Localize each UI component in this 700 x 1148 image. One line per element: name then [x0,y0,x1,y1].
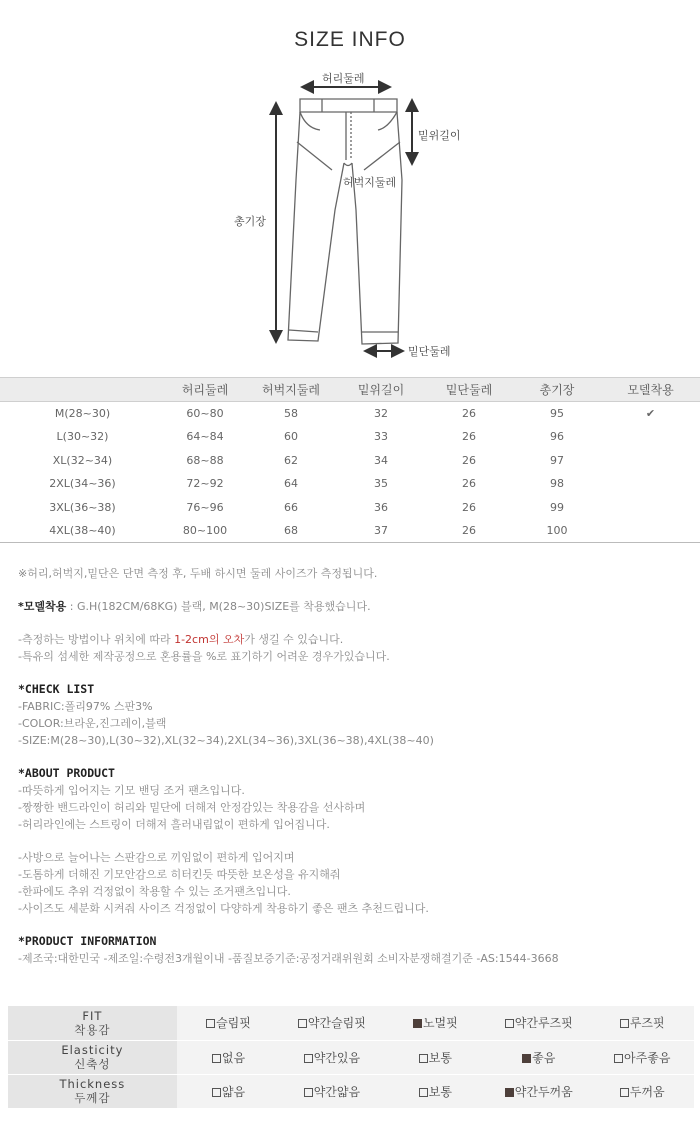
hem-cell: 26 [425,519,513,543]
error-note-prefix: -측정하는 방법이나 위치에 따라 [18,633,175,646]
fit-option [384,1074,487,1108]
header-cell: 총기장 [513,378,601,402]
fit-row-label [8,1006,177,1040]
list-item: -허리라인에는 스트링이 더해져 흘러내림없이 편하게 입어집니다. [18,818,330,831]
unchecked-box-icon [620,1019,629,1028]
header-cell: 밑위길이 [337,378,425,402]
hem-cell: 26 [462,453,476,467]
fit-label-en: Elasticity [61,1043,124,1057]
page-title: SIZE INFO [294,28,406,51]
waist-cell: 80~100 [165,519,245,543]
fit-option [590,1040,694,1074]
header-cell: 밑단둘레 [425,378,513,402]
waist-cell: 60~80 [186,407,224,420]
rise-cell: 32 [374,407,388,420]
thigh-cell: 66 [284,500,298,514]
unchecked-box-icon [614,1054,623,1063]
fit-option [487,1074,590,1108]
fit-option-label: 얇음 [221,1084,246,1099]
model-cell [601,496,700,520]
length-cell: 98 [550,477,564,491]
waist-cell: 64~84 [186,430,224,444]
unchecked-box-icon [298,1019,307,1028]
hem-cell: 26 [462,477,476,491]
unchecked-box-icon [206,1019,215,1028]
fit-option-label: 보통 [428,1050,452,1065]
list-item: -사이즈도 세분화 시켜줘 사이즈 걱정없이 다양하게 착용하기 좋은 팬츠 추천드립니다. [18,902,429,915]
model-cell [601,449,700,473]
fit-option-label: 아주좋음 [624,1050,671,1065]
error-note [18,631,688,648]
fit-option-label: 좋음 [532,1050,556,1065]
product-information-line: -제조국:대한민국 -제조일:수령전3개월이내 -품질보증기준:공정거래위원회 소비자분쟁해결기준 -AS:1544-3668 [18,952,559,965]
fit-option-label: 노멀핏 [422,1016,458,1031]
size-cell: 4XL(38~40) [0,519,165,543]
fit-option-label: 약간두꺼움 [514,1084,573,1099]
rise-label: 밑위길이 [418,129,461,142]
fit-label-ko: 두께감 [74,1091,111,1105]
fit-row [8,1040,694,1074]
unchecked-box-icon [505,1019,514,1028]
unchecked-box-icon [304,1088,313,1097]
fit-label-en: Thickness [59,1077,126,1091]
thigh-cell: 60 [284,430,298,444]
fit-option [384,1006,487,1040]
hem-label: 밑단둘레 [408,345,451,358]
header-cell: 모델착용 [601,378,700,402]
fit-option [177,1074,280,1108]
length-cell: 99 [550,500,564,514]
unchecked-box-icon [212,1054,221,1063]
list-item: -도톰하게 더해진 기모안감으로 히터킨듯 따뜻한 보온성을 유지해줘 [18,868,341,881]
checked-box-icon [522,1054,531,1063]
waist-cell: 72~92 [186,477,224,491]
rise-cell: 37 [337,519,425,543]
thigh-cell: 68 [245,519,337,543]
fit-option-label: 약간얇음 [313,1084,361,1099]
waist-cell: 68~88 [186,453,224,467]
about-product-heading: *ABOUT PRODUCT [18,766,115,780]
unchecked-box-icon [304,1054,313,1063]
fit-option [487,1006,590,1040]
hem-cell: 26 [462,500,476,514]
fit-option [590,1074,694,1108]
fit-option [177,1006,280,1040]
product-notes [18,565,688,967]
length-label: 총기장 [234,215,266,228]
table-row [0,402,700,426]
length-cell: 97 [550,453,564,467]
size-table [0,377,700,543]
fit-row [8,1006,694,1040]
fit-option-label: 슬림핏 [216,1016,251,1031]
fit-option-label: 약간루즈핏 [514,1016,573,1031]
rise-cell: 35 [374,477,388,491]
list-item: -따뜻하게 입어지는 기모 밴딩 조거 팬츠입니다. [18,784,245,797]
checked-box-icon [505,1088,514,1097]
size-cell: M(28~30) [54,407,111,420]
fit-option-label: 약간있음 [313,1050,361,1065]
header-cell: 허벅지둘레 [245,378,337,402]
error-note-suffix: 가 생길 수 있습니다. [244,633,344,646]
error-note-highlight: 1-2cm의 오차 [174,633,245,646]
list-item: -한파에도 추위 걱정없이 착용할 수 있는 조거팬츠입니다. [18,885,291,898]
model-cell [601,472,700,496]
list-item: -SIZE:M(28~30),L(30~32),XL(32~34),2XL(34~36),3XL(36~38),4XL(38~40) [18,734,434,747]
model-cell [601,519,700,543]
fit-option-label: 보통 [428,1084,452,1099]
waist-label: 허리둘레 [322,72,365,85]
product-information-heading: *PRODUCT INFORMATION [18,934,157,948]
model-cell [601,425,700,449]
length-cell: 95 [550,407,564,420]
model-note-text: : G.H(182CM/68KG) 블랙, M(28~30)SIZE를 착용했습니다. [66,600,371,613]
hem-cell: 26 [462,430,476,444]
unchecked-box-icon [419,1088,428,1097]
size-cell: 3XL(36~38) [49,500,116,514]
check-list-heading: *CHECK LIST [18,682,95,696]
fit-option [280,1074,383,1108]
size-cell: XL(32~34) [52,453,113,467]
hem-cell: 26 [462,407,476,420]
rise-cell: 33 [374,430,388,444]
size-cell: L(30~32) [56,430,109,444]
unchecked-box-icon [419,1054,428,1063]
fit-option-label: 없음 [221,1050,246,1065]
table-row [0,496,700,520]
table-row [0,519,700,543]
header-cell: 허리둘레 [165,378,245,402]
fit-table [8,1006,694,1109]
model-check-icon: ✔ [645,407,656,420]
header-cell [0,378,165,402]
list-item: -짱짱한 밴드라인이 허리와 밑단에 더해져 안정감있는 착용감을 선사하며 [18,801,366,814]
unchecked-box-icon [620,1088,629,1097]
fit-row-label [8,1074,177,1108]
measure-note: ※허리,허벅지,밑단은 단면 측정 후, 두배 하시면 둘레 사이즈가 측정됩니다. [18,567,378,580]
model-note [18,598,688,615]
list-item: -FABRIC:폴리97% 스판3% [18,700,153,713]
fit-option [384,1040,487,1074]
table-row [0,449,700,473]
pants-illustration [0,60,700,370]
fit-option-label: 루즈핏 [629,1016,665,1031]
thigh-cell: 58 [284,407,298,420]
length-cell: 100 [513,519,601,543]
fit-option [177,1040,280,1074]
checked-box-icon [413,1019,422,1028]
rise-cell: 34 [374,453,388,467]
unchecked-box-icon [212,1088,221,1097]
fit-option [590,1006,694,1040]
fit-option [280,1040,383,1074]
error-note-2: -특유의 섬세한 제작공정으로 혼용률을 %로 표기하기 어려운 경우가있습니다. [18,650,390,663]
thigh-label: 허벅지둘레 [343,176,397,189]
fit-label-en: FIT [82,1008,103,1023]
fit-label-ko: 신축성 [74,1057,111,1071]
thigh-cell: 64 [284,477,298,491]
table-row [0,472,700,496]
table-row [0,425,700,449]
fit-label-ko: 착용감 [74,1022,111,1037]
fit-row-label [8,1040,177,1074]
size-table-header [0,378,700,402]
length-cell: 96 [550,430,564,444]
model-note-label: *모델착용 [18,600,67,613]
waist-cell: 76~96 [186,500,224,514]
fit-option-label: 약간슬림핏 [307,1016,366,1031]
pants-diagram [0,60,700,370]
fit-option [487,1040,590,1074]
list-item: -COLOR:브라운,진그레이,블랙 [18,717,167,730]
list-item: -사방으로 늘어나는 스판감으로 끼임없이 편하게 입어지며 [18,851,295,864]
size-cell: 2XL(34~36) [49,477,116,491]
rise-cell: 36 [374,500,388,514]
thigh-cell: 62 [284,453,298,467]
fit-option [280,1006,383,1040]
fit-row [8,1074,694,1108]
fit-option-label: 두꺼움 [629,1084,665,1099]
